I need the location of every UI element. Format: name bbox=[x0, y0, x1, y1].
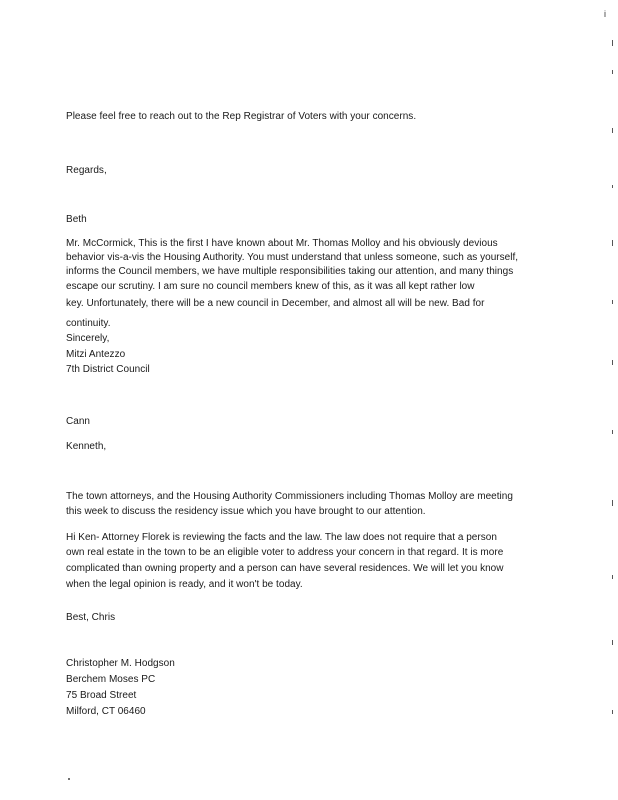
attorney-line: complicated than owning property and a person can have several residences. We will let you know bbox=[66, 563, 504, 574]
council-reply-line: behavior vis-a-vis the Housing Authority. You must understand that unless someone, such as yourself, bbox=[66, 252, 519, 263]
attorney-line: The town attorneys, and the Housing Authority Commissioners including Thomas Molloy are meeting bbox=[66, 491, 513, 502]
attorney-line: this week to discuss the residency issue which you have brought to our attention. bbox=[66, 506, 426, 517]
scan-edge-tick bbox=[612, 360, 613, 365]
closing-line-registrar: Please feel free to reach out to the Rep Registrar of Voters with your concerns. bbox=[66, 111, 417, 122]
scan-edge-tick bbox=[612, 710, 613, 714]
sender-beth: Beth bbox=[66, 214, 87, 225]
signature-name: Christopher M. Hodgson bbox=[66, 658, 175, 669]
scan-edge-tick bbox=[612, 128, 613, 133]
attorney-line: Hi Ken- Attorney Florek is reviewing the facts and the law. The law does not require that a person bbox=[66, 532, 497, 543]
scan-edge-tick bbox=[612, 640, 613, 645]
sender-cann: Cann bbox=[66, 416, 90, 427]
council-signer-title: 7th District Council bbox=[66, 364, 150, 375]
council-signer-name: Mitzi Antezzo bbox=[66, 349, 126, 360]
signature-street: 75 Broad Street bbox=[66, 690, 137, 701]
council-signoff: Sincerely, bbox=[66, 333, 110, 344]
council-reply-line: key. Unfortunately, there will be a new council in December, and almost all will be new. Bad for bbox=[66, 298, 485, 309]
attorney-line: when the legal opinion is ready, and it won't be today. bbox=[66, 579, 303, 590]
closing-line-regards: Regards, bbox=[66, 165, 107, 176]
scan-edge-tick bbox=[612, 430, 613, 434]
scan-edge-tick bbox=[612, 70, 613, 74]
scan-corner-mark: i bbox=[604, 9, 606, 19]
scan-edge-tick bbox=[612, 500, 613, 506]
scan-edge-tick bbox=[612, 185, 613, 188]
scan-edge-tick bbox=[612, 300, 613, 304]
attorney-line: own real estate in the town to be an eligible voter to address your concern in that regard. It is more bbox=[66, 547, 504, 558]
scan-edge-tick bbox=[612, 240, 613, 246]
council-reply-line: Mr. McCormick, This is the first I have known about Mr. Thomas Molloy and his obviously devious bbox=[66, 238, 498, 249]
scan-edge-tick bbox=[612, 40, 613, 46]
best-chris: Best, Chris bbox=[66, 612, 116, 623]
scan-speck bbox=[68, 778, 70, 780]
greeting-kenneth: Kenneth, bbox=[66, 441, 107, 452]
scan-edge-tick bbox=[612, 575, 613, 579]
signature-firm: Berchem Moses PC bbox=[66, 674, 156, 685]
council-reply-line: continuity. bbox=[66, 318, 111, 329]
council-reply-line: escape our scrutiny. I am sure no council members knew of this, as it was all kept rather low bbox=[66, 281, 475, 292]
council-reply-line: informs the Council members, we have multiple responsibilities taking our attention, and many things bbox=[66, 266, 514, 277]
signature-city: Milford, CT 06460 bbox=[66, 706, 146, 717]
